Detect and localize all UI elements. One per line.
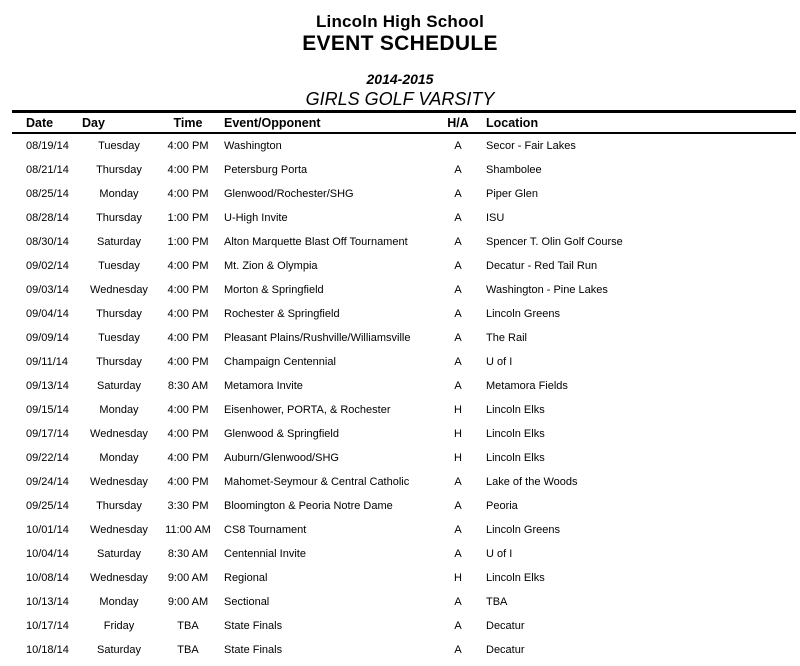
cell-event: Washington xyxy=(224,140,282,152)
table-row xyxy=(12,302,796,326)
cell-ha: H xyxy=(454,428,462,440)
cell-date: 08/30/14 xyxy=(26,236,69,248)
table-row xyxy=(12,494,796,518)
cell-time: TBA xyxy=(177,644,199,656)
season-label: 2014-2015 xyxy=(366,71,434,87)
cell-date: 10/17/14 xyxy=(26,620,69,632)
cell-time: 4:00 PM xyxy=(167,452,209,464)
cell-time: 3:30 PM xyxy=(167,500,209,512)
cell-event: Alton Marquette Blast Off Tournament xyxy=(224,236,408,248)
cell-time: 4:00 PM xyxy=(167,356,209,368)
cell-event: Mt. Zion & Olympia xyxy=(224,260,318,272)
table-row xyxy=(12,422,796,446)
cell-day: Monday xyxy=(99,596,139,608)
cell-time: 9:00 AM xyxy=(167,596,209,608)
cell-time: 4:00 PM xyxy=(167,260,209,272)
column-header-event: Event/Opponent xyxy=(224,115,321,130)
cell-location: ISU xyxy=(486,212,505,224)
cell-location: Washington - Pine Lakes xyxy=(486,284,608,296)
cell-location: Decatur xyxy=(486,644,525,656)
table-row xyxy=(12,326,796,350)
cell-location: Peoria xyxy=(486,500,518,512)
cell-day: Saturday xyxy=(96,644,142,656)
cell-event: Regional xyxy=(224,572,268,584)
page-title: EVENT SCHEDULE xyxy=(302,32,498,55)
cell-day: Thursday xyxy=(96,500,142,512)
table-row xyxy=(12,446,796,470)
cell-day: Thursday xyxy=(96,356,142,368)
cell-event: U-High Invite xyxy=(224,212,288,224)
cell-day: Tuesday xyxy=(98,140,140,152)
cell-location: Decatur xyxy=(486,620,525,632)
table-row xyxy=(12,230,796,254)
cell-date: 09/02/14 xyxy=(26,260,69,272)
cell-day: Saturday xyxy=(96,236,142,248)
cell-ha: A xyxy=(454,356,462,368)
cell-ha: A xyxy=(454,140,462,152)
table-row xyxy=(12,638,796,662)
cell-date: 10/18/14 xyxy=(26,644,69,656)
cell-date: 10/08/14 xyxy=(26,572,69,584)
table-row xyxy=(12,254,796,278)
cell-ha: A xyxy=(454,620,462,632)
column-header-day: Day xyxy=(82,115,105,130)
cell-ha: A xyxy=(454,212,462,224)
cell-event: Champaign Centennial xyxy=(224,356,336,368)
cell-time: TBA xyxy=(177,620,199,632)
cell-ha: A xyxy=(454,548,462,560)
table-row xyxy=(12,614,796,638)
cell-time: 4:00 PM xyxy=(167,332,209,344)
cell-location: TBA xyxy=(486,596,508,608)
cell-location: Lincoln Elks xyxy=(486,428,545,440)
table-row xyxy=(12,278,796,302)
cell-event: Sectional xyxy=(224,596,270,608)
cell-day: Friday xyxy=(103,620,135,632)
column-header-time: Time xyxy=(173,115,203,130)
table-row xyxy=(12,398,796,422)
cell-time: 1:00 PM xyxy=(167,212,209,224)
table-row xyxy=(12,182,796,206)
cell-event: State Finals xyxy=(224,644,283,656)
cell-day: Monday xyxy=(99,188,139,200)
cell-event: Glenwood/Rochester/SHG xyxy=(224,188,354,200)
cell-date: 09/11/14 xyxy=(26,356,69,368)
table-row xyxy=(12,470,796,494)
cell-time: 4:00 PM xyxy=(167,140,209,152)
cell-location: Lake of the Woods xyxy=(486,476,578,488)
cell-time: 11:00 AM xyxy=(165,524,211,536)
table-row xyxy=(12,590,796,614)
cell-ha: A xyxy=(454,500,462,512)
cell-event: Eisenhower, PORTA, & Rochester xyxy=(224,404,391,416)
table-header-row xyxy=(12,113,796,132)
cell-day: Tuesday xyxy=(98,260,140,272)
cell-date: 09/04/14 xyxy=(26,308,69,320)
cell-event: Petersburg Porta xyxy=(224,164,308,176)
cell-ha: A xyxy=(454,284,462,296)
column-header-date: Date xyxy=(26,115,54,130)
cell-date: 10/01/14 xyxy=(26,524,69,536)
cell-ha: A xyxy=(454,524,462,536)
cell-event: Morton & Springfield xyxy=(224,284,324,296)
cell-ha: H xyxy=(454,572,462,584)
cell-time: 4:00 PM xyxy=(167,428,209,440)
cell-ha: H xyxy=(454,404,462,416)
cell-day: Thursday xyxy=(96,308,142,320)
cell-time: 8:30 AM xyxy=(167,548,209,560)
column-header-location: Location xyxy=(486,115,539,130)
cell-event: Auburn/Glenwood/SHG xyxy=(224,452,339,464)
cell-location: The Rail xyxy=(486,332,527,344)
cell-event: Mahomet-Seymour & Central Catholic xyxy=(224,476,410,488)
cell-location: Secor - Fair Lakes xyxy=(486,140,576,152)
cell-day: Saturday xyxy=(96,380,142,392)
cell-time: 9:00 AM xyxy=(167,572,209,584)
cell-ha: A xyxy=(454,308,462,320)
cell-time: 4:00 PM xyxy=(167,284,209,296)
cell-time: 4:00 PM xyxy=(167,476,209,488)
cell-location: Decatur - Red Tail Run xyxy=(486,260,598,272)
table-row xyxy=(12,566,796,590)
cell-day: Wednesday xyxy=(90,572,148,584)
cell-event: Centennial Invite xyxy=(224,548,306,560)
cell-date: 09/09/14 xyxy=(26,332,69,344)
cell-event: Pleasant Plains/Rushville/Williamsville xyxy=(224,332,411,344)
cell-ha: A xyxy=(454,644,462,656)
cell-location: Shambolee xyxy=(486,164,542,176)
cell-day: Tuesday xyxy=(98,332,140,344)
cell-ha: A xyxy=(454,164,462,176)
cell-event: Rochester & Springfield xyxy=(224,308,340,320)
cell-ha: A xyxy=(454,236,462,248)
cell-location: Lincoln Elks xyxy=(486,404,545,416)
table-row xyxy=(12,542,796,566)
cell-location: Metamora Fields xyxy=(486,380,568,392)
cell-date: 08/25/14 xyxy=(26,188,69,200)
cell-event: Glenwood & Springfield xyxy=(224,428,339,440)
cell-ha: A xyxy=(454,380,462,392)
cell-time: 4:00 PM xyxy=(167,308,209,320)
cell-time: 1:00 PM xyxy=(167,236,209,248)
cell-date: 08/28/14 xyxy=(26,212,69,224)
team-label: GIRLS GOLF VARSITY xyxy=(305,89,495,109)
cell-event: Bloomington & Peoria Notre Dame xyxy=(224,500,393,512)
cell-event: Metamora Invite xyxy=(224,380,303,392)
cell-location: Piper Glen xyxy=(486,188,538,200)
cell-day: Monday xyxy=(99,404,139,416)
cell-date: 08/21/14 xyxy=(26,164,69,176)
cell-date: 09/25/14 xyxy=(26,500,69,512)
cell-date: 10/13/14 xyxy=(26,596,69,608)
cell-date: 09/17/14 xyxy=(26,428,69,440)
school-name: Lincoln High School xyxy=(315,12,485,31)
cell-ha: A xyxy=(454,476,462,488)
schedule-table-body xyxy=(12,134,796,662)
table-row xyxy=(12,158,796,182)
cell-ha: A xyxy=(454,332,462,344)
column-header-ha: H/A xyxy=(447,115,469,130)
cell-date: 09/03/14 xyxy=(26,284,69,296)
cell-day: Monday xyxy=(99,452,139,464)
page-header xyxy=(0,0,800,110)
cell-day: Thursday xyxy=(96,212,142,224)
cell-day: Thursday xyxy=(96,164,142,176)
cell-ha: A xyxy=(454,596,462,608)
cell-location: U of I xyxy=(486,356,513,368)
cell-day: Wednesday xyxy=(90,284,148,296)
table-row xyxy=(12,134,796,158)
table-row xyxy=(12,206,796,230)
cell-event: State Finals xyxy=(224,620,283,632)
cell-date: 09/22/14 xyxy=(26,452,69,464)
cell-date: 08/19/14 xyxy=(26,140,69,152)
cell-date: 10/04/14 xyxy=(26,548,69,560)
cell-time: 4:00 PM xyxy=(167,188,209,200)
cell-date: 09/24/14 xyxy=(26,476,69,488)
cell-day: Wednesday xyxy=(90,476,148,488)
cell-day: Wednesday xyxy=(90,524,148,536)
cell-ha: A xyxy=(454,260,462,272)
cell-location: Lincoln Greens xyxy=(486,308,560,320)
cell-ha: H xyxy=(454,452,462,464)
table-row xyxy=(12,350,796,374)
cell-event: CS8 Tournament xyxy=(224,524,307,536)
cell-location: Lincoln Elks xyxy=(486,572,545,584)
cell-ha: A xyxy=(454,188,462,200)
table-row xyxy=(12,374,796,398)
cell-day: Wednesday xyxy=(90,428,148,440)
cell-location: Lincoln Greens xyxy=(486,524,560,536)
cell-location: U of I xyxy=(486,548,513,560)
cell-location: Lincoln Elks xyxy=(486,452,545,464)
cell-date: 09/15/14 xyxy=(26,404,69,416)
cell-day: Saturday xyxy=(96,548,142,560)
cell-time: 4:00 PM xyxy=(167,164,209,176)
cell-time: 4:00 PM xyxy=(167,404,209,416)
schedule-table xyxy=(12,110,796,662)
cell-date: 09/13/14 xyxy=(26,380,69,392)
table-row xyxy=(12,518,796,542)
cell-location: Spencer T. Olin Golf Course xyxy=(486,236,623,248)
cell-time: 8:30 AM xyxy=(167,380,209,392)
